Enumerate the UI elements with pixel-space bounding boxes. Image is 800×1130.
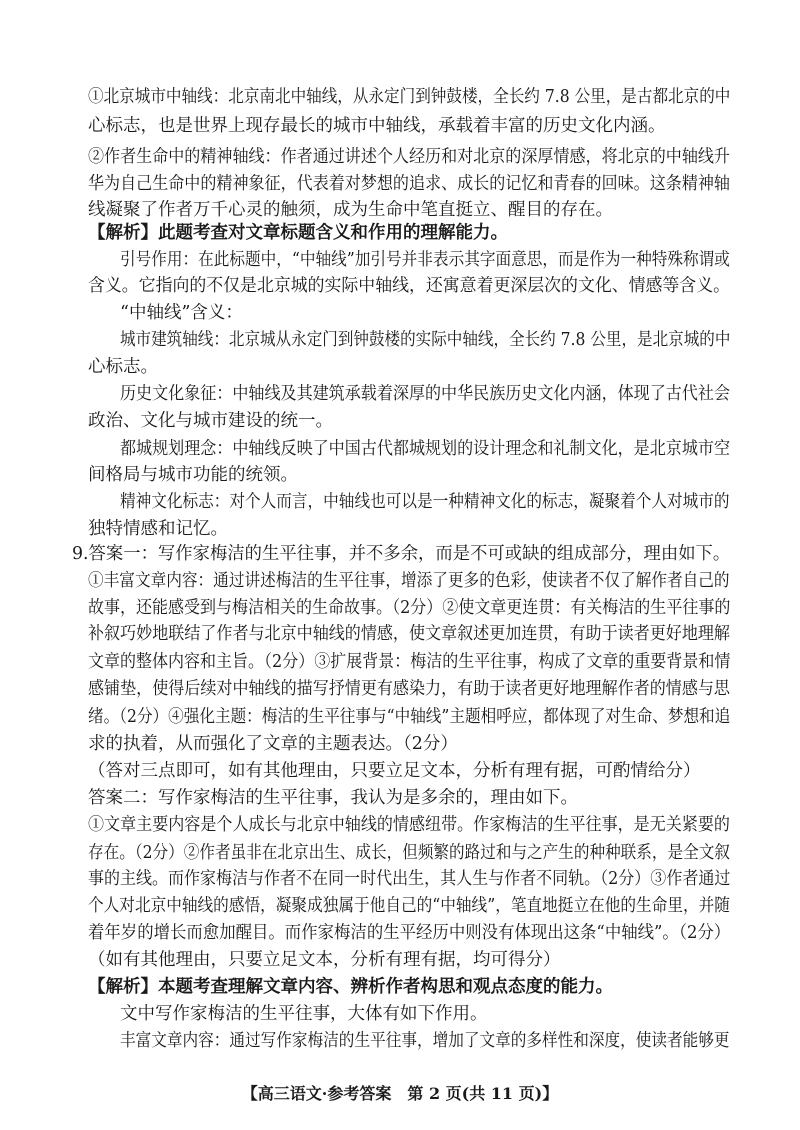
text-line: 都城规划理念：中轴线反映了中国古代都城规划的设计理念和礼制文化，是北京城市空	[120, 439, 731, 459]
analysis-heading: 【解析】本题考查理解文章内容、辨析作者构思和观点态度的能力。	[88, 977, 613, 997]
text-line: 个人对北京中轴线的感悟，凝聚成独属于他自己的“中轴线”，笔直地挺立在他的生命里，并随	[88, 896, 730, 916]
text-line: 城市建筑轴线：北京城从永定门到钟鼓楼的实际中轴线，全长约 7.8 公里，是北京城的中	[120, 330, 731, 350]
text-line: 精神文化标志：对个人而言，中轴线也可以是一种精神文化的标志，凝聚着个人对城市的	[120, 492, 730, 512]
text-line: 事的主线。而作家梅洁与作者不在同一时代出生，其人生与作者不同轨。（2分）③作者通过	[88, 869, 731, 889]
text-line: 华为自己生命中的精神象征，代表着对梦想的追求、成长的记忆和青春的回味。这条精神轴	[88, 174, 730, 194]
text-line: 感铺垫，使得后续对中轴线的描写抒情更有感染力，有助于读者更好地理解作者的情感与思	[88, 679, 730, 699]
text-line: 补叙巧妙地联结了作者与北京中轴线的情感，使文章叙述更加连贯，有助于读者更好地理解	[88, 624, 730, 644]
text-line: 心标志。	[88, 357, 158, 377]
text-line: 历史文化象征：中轴线及其建筑承载着深厚的中华民族历史文化内涵，体现了古代社会	[120, 384, 731, 404]
text-line: 着年岁的增长而愈加醒目。而作家梅洁的生平经历中则没有体现出这条“中轴线”。（2分）	[88, 923, 731, 943]
text-line: 文章的整体内容和主旨。（2分）③扩展背景：梅洁的生平往事，构成了文章的重要背景和情	[88, 652, 731, 672]
text-line: ②作者生命中的精神轴线：作者通过讲述个人经历和对北京的深厚情感，将北京的中轴线升	[88, 147, 730, 167]
text-line: 丰富文章内容：通过写作家梅洁的生平往事，增加了文章的多样性和深度，使读者能够更	[120, 1031, 730, 1051]
text-line: 间格局与城市功能的统领。	[88, 465, 298, 485]
question-9-answer: 9.答案一：写作家梅洁的生平往事，并不多余，而是不可或缺的组成部分，理由如下。	[72, 544, 731, 564]
text-line: 文中写作家梅洁的生平往事，大体有如下作用。	[120, 1004, 488, 1024]
text-line: 线凝聚了作者万千心灵的触须，成为生命中笔直挺立、醒目的存在。	[88, 200, 613, 220]
page-footer: 【高三语文·参考答案 第 2 页(共 11 页)】	[241, 1084, 559, 1103]
text-line: 政治、文化与城市建设的统一。	[88, 411, 333, 431]
text-line: 引号作用：在此标题中，“中轴线”加引号并非表示其字面意思，而是作为一种特殊称谓或	[120, 250, 730, 270]
text-line: ①文章主要内容是个人成长与北京中轴线的情感纽带。作家梅洁的生平往事，是无关紧要的	[88, 815, 730, 835]
text-line: 故事，还能感受到与梅洁相关的生命故事。（2分）②使文章更连贯：有关梅洁的生平往事的	[88, 598, 731, 618]
text-line: 含义。它指向的不仅是北京城的实际中轴线，还寓意着更深层次的文化、情感等含义。	[88, 276, 730, 296]
text-line: ①北京城市中轴线：北京南北中轴线，从永定门到钟鼓楼，全长约 7.8 公里，是古都北京的中	[88, 87, 731, 107]
text-line: 心标志，也是世界上现存最长的城市中轴线，承载着丰富的历史文化内涵。	[88, 116, 666, 136]
analysis-heading: 【解析】此题考查对文章标题含义和作用的理解能力。	[88, 223, 508, 243]
text-line: 答案二：写作家梅洁的生平往事，我认为是多余的，理由如下。	[88, 788, 578, 808]
text-line: 存在。（2分）②作者虽非在北京出生、成长，但频繁的路过和与之产生的种种联系，是全文叙	[88, 843, 730, 863]
scoring-note: （答对三点即可，如有其他理由，只要立足文本，分析有理有据，可酌情给分）	[88, 761, 701, 781]
text-line: 绪。（2分）④强化主题：梅洁的生平往事与“中轴线”主题相呼应，都体现了对生命、梦想和追	[88, 707, 731, 727]
scoring-note: （如有其他理由，只要立足文本，分析有理有据，均可得分）	[88, 950, 561, 970]
text-line: 独特情感和记忆。	[88, 519, 228, 539]
text-line: ①丰富文章内容：通过讲述梅洁的生平往事，增添了更多的色彩，使读者不仅了解作者自己的	[88, 571, 730, 591]
text-line: 求的执着，从而强化了文章的主题表达。（2分）	[88, 734, 458, 754]
text-line: “中轴线”含义：	[120, 303, 243, 323]
